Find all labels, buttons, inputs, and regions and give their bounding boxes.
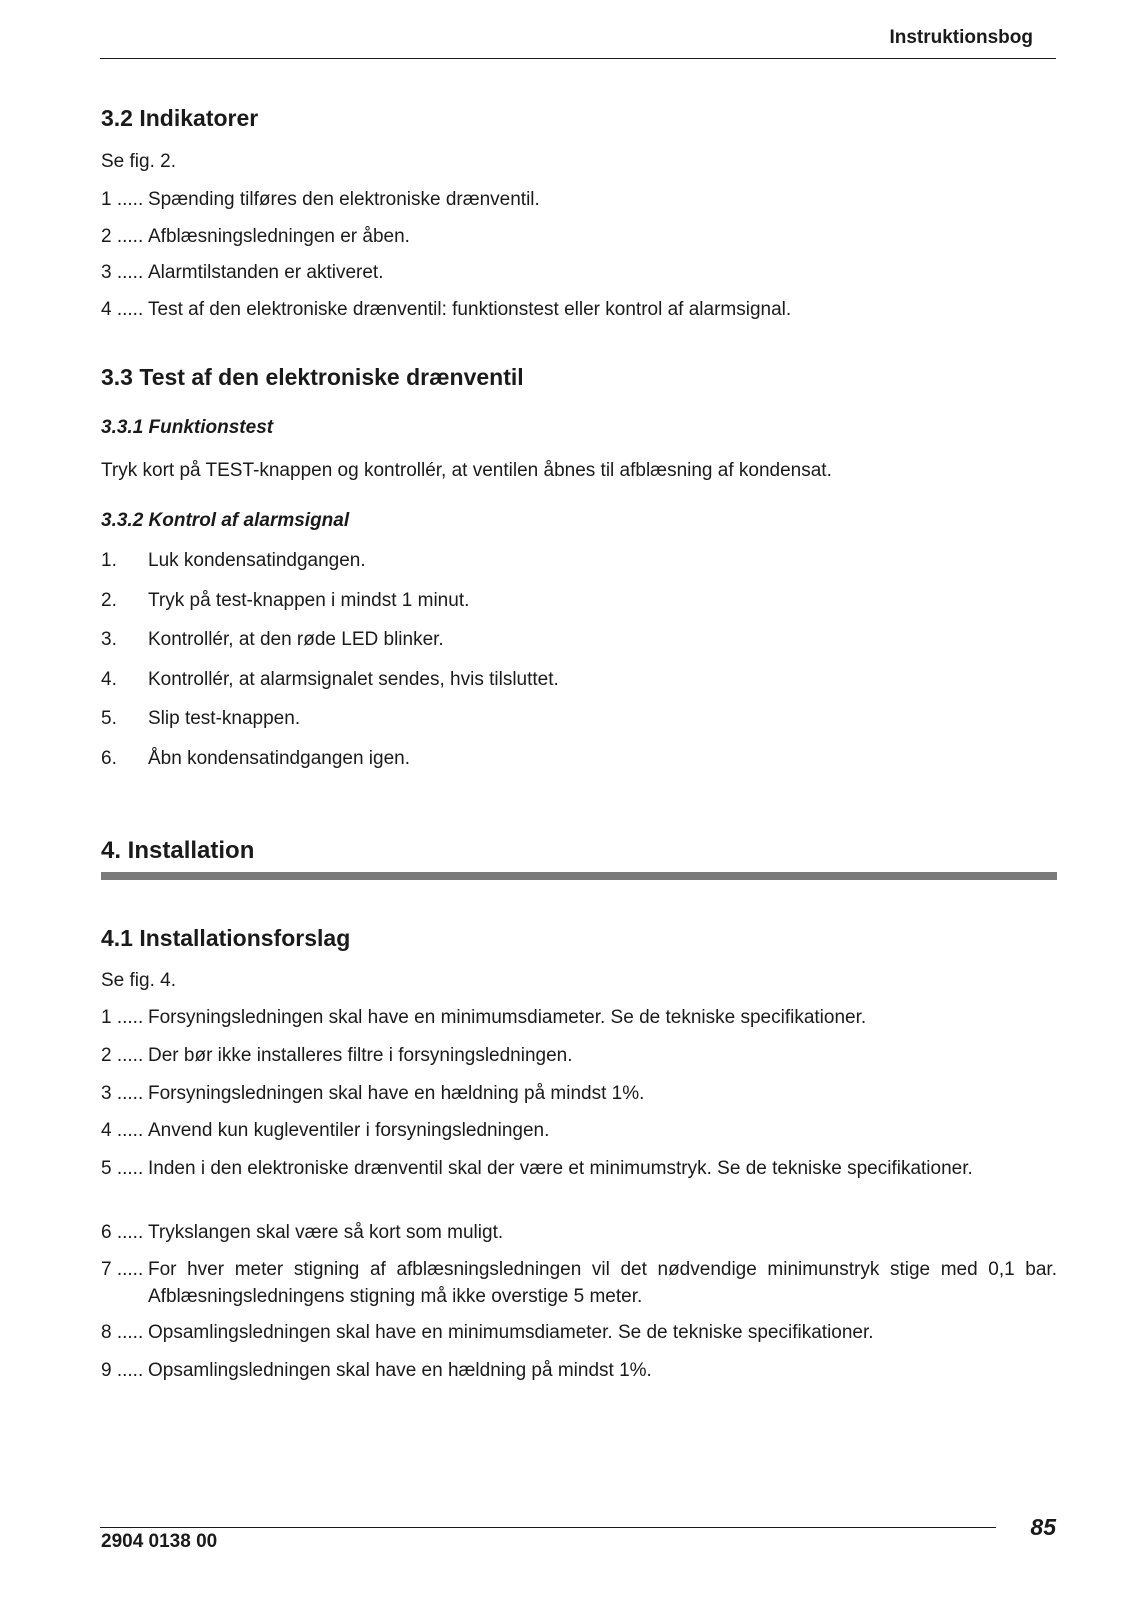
list-item-text: Tryk på test-knappen i mindst 1 minut. <box>148 590 470 611</box>
list-item-number: 8 ..... <box>101 1322 144 1343</box>
list-item-text: For hver meter stigning af afblæsningsledningen vil det nødvendige minimunstryk stige med 0,1 bar. Afblæsningsledningens stigning må ikke overstige 5 meter. <box>148 1259 1057 1307</box>
list-item-text: Anvend kun kugleventiler i forsyningsledningen. <box>148 1120 550 1141</box>
list-item-number: 4 ..... <box>101 299 144 320</box>
list-item-number: 1. <box>101 550 117 571</box>
running-header: Instruktionsbog <box>889 27 1033 48</box>
section-3-2-intro: Se fig. 2. <box>101 151 176 172</box>
list-item-number: 2 ..... <box>101 226 144 247</box>
section-heading-3-3: 3.3 Test af den elektroniske drænventil <box>101 364 524 390</box>
document-number: 2904 0138 00 <box>101 1531 218 1552</box>
list-item-number: 5. <box>101 708 117 729</box>
chapter-rule <box>101 872 1057 880</box>
subsection-3-3-1-text: Tryk kort på TEST-knappen og kontrollér, at ventilen åbnes til afblæsning af kondensat. <box>101 460 832 481</box>
section-heading-4-1: 4.1 Installationsforslag <box>101 925 351 951</box>
list-item-text: Der bør ikke installeres filtre i forsyningsledningen. <box>148 1045 573 1066</box>
list-item-number: 3. <box>101 629 117 650</box>
section-heading-3-2: 3.2 Indikatorer <box>101 105 259 131</box>
list-item-text: Forsyningsledningen skal have en hældning på mindst 1%. <box>148 1083 645 1104</box>
list-item-text: Luk kondensatindgangen. <box>148 550 366 571</box>
list-item-number: 9 ..... <box>101 1360 144 1381</box>
list-item-number: 1 ..... <box>101 1007 144 1028</box>
list-item-number: 5 ..... <box>101 1158 144 1179</box>
subsection-heading-3-3-1: 3.3.1 Funktionstest <box>101 417 274 438</box>
list-item-text: Trykslangen skal være så kort som muligt. <box>148 1222 504 1243</box>
list-item-number: 4. <box>101 669 117 690</box>
list-item-text: Opsamlingsledningen skal have en minimumsdiameter. Se de tekniske specifikationer. <box>148 1322 874 1343</box>
list-item-number: 4 ..... <box>101 1120 144 1141</box>
section-4-1-intro: Se fig. 4. <box>101 970 176 991</box>
list-item-text: Kontrollér, at alarmsignalet sendes, hvis tilsluttet. <box>148 669 559 690</box>
subsection-heading-3-3-2: 3.3.2 Kontrol af alarmsignal <box>101 510 350 531</box>
chapter-heading-4: 4. Installation <box>101 837 255 864</box>
list-item-number: 7 ..... <box>101 1259 144 1280</box>
footer-rule <box>100 1527 996 1528</box>
list-item-number: 6. <box>101 748 117 769</box>
list-item-text: Test af den elektroniske drænventil: funktionstest eller kontrol af alarmsignal. <box>148 299 792 320</box>
list-item-text: Inden i den elektroniske drænventil skal der være et minimumstryk. Se de tekniske specifikationer. <box>148 1158 973 1179</box>
list-item-text: Opsamlingsledningen skal have en hældning på mindst 1%. <box>148 1360 652 1381</box>
list-item-text: Afblæsningsledningen er åben. <box>148 226 410 247</box>
list-item-text: Spænding tilføres den elektroniske drænventil. <box>148 189 540 210</box>
list-item-text: Slip test-knappen. <box>148 708 301 729</box>
header-rule <box>100 58 1056 59</box>
list-item-text: Alarmtilstanden er aktiveret. <box>148 262 384 283</box>
list-item-text: Forsyningsledningen skal have en minimumsdiameter. Se de tekniske specifikationer. <box>148 1007 867 1028</box>
list-item-number: 2. <box>101 590 117 611</box>
list-item-number: 3 ..... <box>101 262 144 283</box>
list-item-number: 3 ..... <box>101 1083 144 1104</box>
list-item-text: Åbn kondensatindgangen igen. <box>148 748 411 769</box>
list-item-number: 1 ..... <box>101 189 144 210</box>
page-number: 85 <box>1030 1514 1056 1540</box>
list-item-number: 2 ..... <box>101 1045 144 1066</box>
list-item-number: 6 ..... <box>101 1222 144 1243</box>
list-item-text: Kontrollér, at den røde LED blinker. <box>148 629 444 650</box>
